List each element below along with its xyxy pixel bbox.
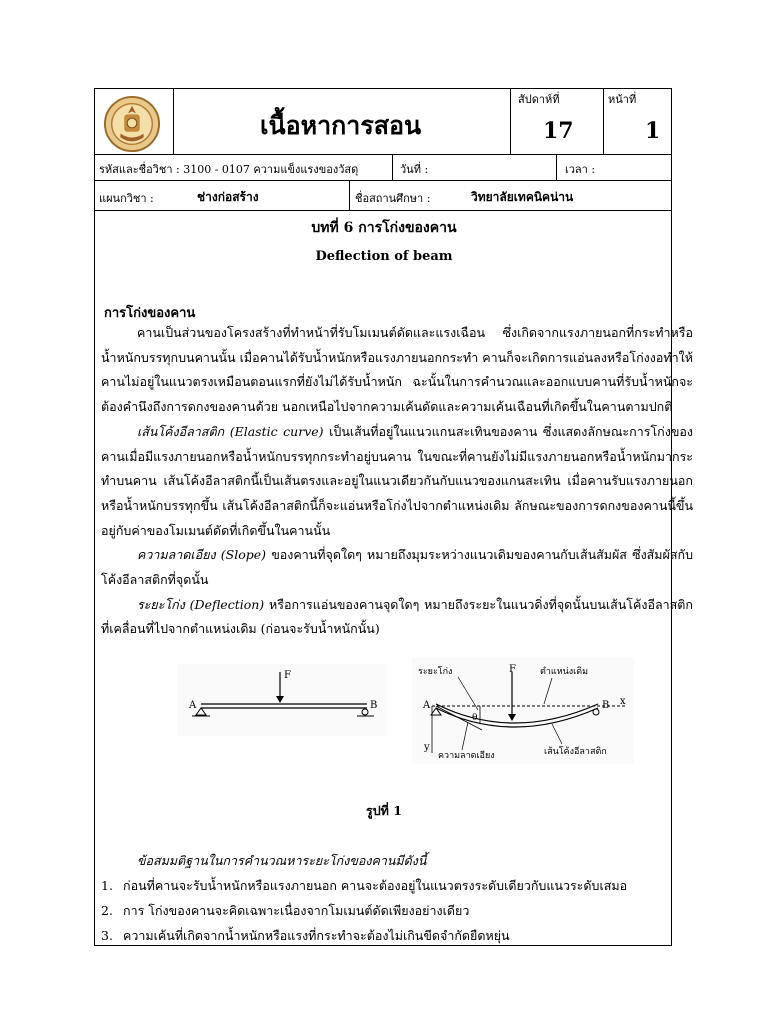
divider (173, 88, 174, 154)
term-deflection: ระยะโก่ง (Deflection) (137, 596, 265, 612)
date-label: วันที่ : (400, 163, 429, 176)
support-label-a: A (189, 700, 197, 711)
label-original-position: ตำแหน่งเดิม (540, 667, 589, 677)
divider (94, 210, 672, 211)
label-elastic-curve: เส้นโค้งอีลาสติก (544, 747, 607, 757)
school-label: ชื่อสถานศึกษา : (355, 192, 431, 205)
text-elastic-curve: เป็นเส้นที่อยู่ในแนวแกนสะเทินของคาน ซึ่งแสดงลักษณะการโก่งของคานเมื่อมีแรงภายนอกหรือน้ำหนักบรรทุกกระทำอยู่บนคาน ในขณะที่คานยังไม่มีแรงภายนอกหรือน้ำหนักมากระทำบนคาน เส้นโค้งอีลาสติกนี้เป็นเส้นตรงและอยู่ในแนวเดียวกันกับแนวของแกนสะเทิน เมื่อคานรับแรงภายนอกหรือน้ำหนักบรรทุกขึ้น เส้นโค้งอีลาสติกนี้ก็จะแอ่นหรือโก่งไปจากตำแหน่งเดิม ลักษณะของการดกงของคานนี้ขึ้นอยู่กับค่าของโมเมนต์ดัดที่เกิดขึ้นในคานนั้น (101, 423, 693, 538)
support-label-b: B (370, 700, 378, 711)
paragraph-beam: คานเป็นส่วนของโครงสร้างที่ทำหน้าที่รับโมเมนต์ดัดและแรงเฉือน ซึ่งเกิดจากแรงภายนอกที่กระทำหรือน้ำหนักบรรทุกบนคานนั้น เมื่อคานได้รับน้ำหนักหรือแรงภายนอกกระทำ คานก็จะเกิดการแอ่นลงหรือโก่งงอทำให้คานไม่อยู่ในแนวตรงเหมือนตอนแรกที่ยังไม่ได้รับน้ำหนัก ฉะนั้นในการคำนวณและออกแบบคานที่รับน้ำหนักจะต้องคำนึงถึงการดกงของคานด้วย นอกเหนือไปจากความเค้นดัดและความเค้นเฉือนที่เกิดขึ้นในคานตามปกติ (101, 325, 693, 415)
support-label-b: B (602, 700, 610, 711)
paragraph-elastic-curve (101, 420, 693, 544)
label-deflection: ระยะโก่ง (418, 667, 453, 677)
list-item: 3. ความเค้นที่เกิดจากน้ำหนักหรือแรงที่กระทำจะต้องไม่เกินขีดจำกัดยืดหยุ่น (101, 928, 510, 943)
slope-angle-label: θ (472, 713, 478, 723)
divider (392, 154, 393, 180)
force-label-f: F (284, 670, 291, 681)
subject-label: รหัสและชื่อวิชา : 3100 - 0107 ความแข็งแรงของวัสดุ (99, 163, 359, 176)
divider (510, 88, 511, 154)
label-slope: ความลาดเอียง (438, 751, 495, 761)
axis-label-x: x (620, 696, 626, 707)
divider (349, 180, 350, 210)
week-number: 17 (543, 118, 574, 144)
section-body (101, 321, 693, 642)
axis-label-y: y (424, 742, 430, 753)
department-label: แผนกวิชา : (99, 192, 154, 205)
support-label-a: A (423, 700, 431, 711)
figure-caption: รูปที่ 1 (366, 803, 402, 818)
page-title: เนื้อหาการสอน (260, 111, 422, 140)
school-value: วิทยาลัยเทคนิคน่าน (471, 190, 574, 204)
list-item: 2. การ โก่งของคานจะคิดเฉพาะเนื่องจากโมเมนต์ดัดเพียงอย่างเดียว (101, 903, 470, 918)
section-heading: การโก่งของคาน (104, 306, 196, 321)
list-item: 1. ก่อนที่คานจะรับน้ำหนักหรือแรงภายนอก คานจะต้องอยู่ในแนวตรงระดับเดียวกับแนวระดับเสมอ (101, 878, 628, 893)
time-label: เวลา : (565, 163, 596, 176)
beam-diagram-unloaded (177, 664, 387, 736)
beam-diagram-deflected (412, 658, 634, 764)
text-slope: ของคานที่จุดใดๆ หมายถึงมุมระหว่างแนวเดิมของคานกับเส้นสัมผัส ซึ่งสัมผัสกับโค้งอีลาสติกที่จุดนั้น (101, 547, 694, 588)
divider (94, 180, 672, 181)
assumptions-heading: ข้อสมมติฐานในการคำนวณหาระยะโก่งของคานมีดังนี้ (137, 853, 427, 868)
force-label-f: F (509, 664, 516, 675)
divider (94, 154, 672, 155)
term-elastic-curve: เส้นโค้งอีลาสติก (Elastic curve) (137, 423, 324, 439)
institution-emblem-icon (103, 95, 161, 153)
page-label: หน้าที่ (608, 93, 637, 106)
page-number: 1 (645, 118, 661, 144)
divider (556, 154, 557, 180)
paragraph-deflection (101, 593, 693, 642)
chapter-title: บทที่ 6 การโก่งของคาน (311, 220, 457, 236)
text-deflection: หรือการแอ่นของคานจุดใดๆ หมายถึงระยะในแนวดิ่งที่จุดนั้นบนเส้นโค้งอีลาสติกที่เคลื่อนที่ไปจากตำแหน่งเดิม (ก่อนจะรับน้ำหนักนั้น) (101, 596, 693, 637)
paragraph-slope (101, 543, 693, 592)
chapter-subtitle: Deflection of beam (315, 249, 453, 264)
department-value: ช่างก่อสร้าง (197, 190, 259, 204)
divider (603, 88, 604, 154)
term-slope: ความลาดเอียง (Slope) (137, 547, 267, 563)
week-label: สัปดาห์ที่ (518, 93, 560, 106)
